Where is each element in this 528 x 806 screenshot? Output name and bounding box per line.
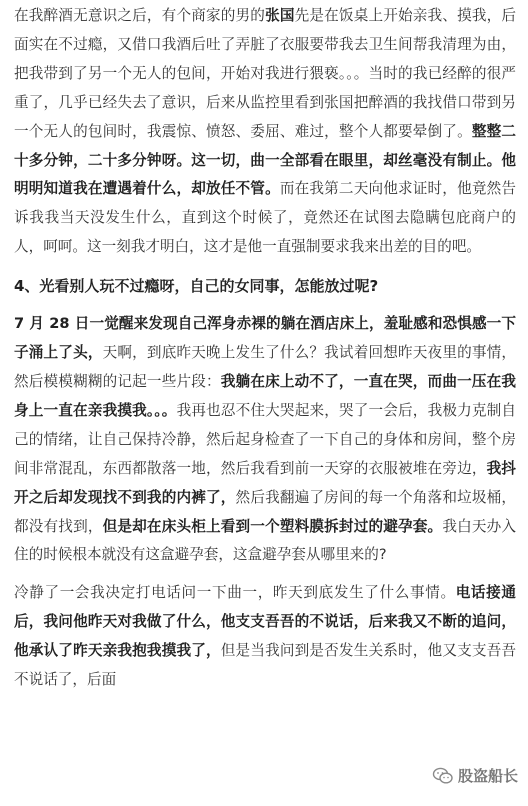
bold-text: 电话接通后，我问他昨天对我做了什么，他支支吾吾的不说话， xyxy=(14,584,516,631)
section-heading: 4、光看别人玩不过瘾呀，自己的女同事，怎能放过呢? xyxy=(14,277,379,296)
paragraph-2 xyxy=(14,310,516,570)
text: 然后我翻遍了房间的每一个角落和垃圾桶，都没有找到， xyxy=(14,488,516,535)
text: 冷静了一会我决定打电话问一下曲一，昨天到底发生了什么事情。 xyxy=(14,584,456,602)
text: 我白天办入住的时候根本就没有这盒避孕套，这盒避孕套从哪里来的? xyxy=(14,517,516,564)
bold-text: 7 月 28 日一觉醒来发现自己浑身赤裸的躺在酒店床上，羞耻感和恐惧感一下子涌上了头， xyxy=(14,315,516,362)
bold-text: 我抖开之后却发现找不到我的内裤了， xyxy=(14,459,516,506)
text: 但是当我问到是否发生关系时，他又支支吾吾不说话了，后面 xyxy=(14,642,516,689)
paragraph-3 xyxy=(14,579,516,695)
text: 我再也忍不住大哭起来，哭了一会后，我极力克制自己的情绪，让自己保持冷静，然后起身检查了一下自己的身体和房间，整个房间非常混乱，东西都散落一地，然后我看到前一天穿的衣服被堆在旁边， xyxy=(14,401,516,477)
text: 先是在饭桌上开始亲我、摸我，后面实在不过瘾，又借口我酒后吐了弄脏了衣服要带我去卫生间帮我清理为由，把我带到了另一个无人的包间，开始对我进行猥亵。。。当时的我已经醉的很严重了，几乎已经失去了意识，后来从监控里看到张国把醉酒的我找借口带到另一个无人的包间时，我震惊、愤怒、委屈、难过，整个人都要晕倒了。 xyxy=(14,7,516,140)
bold-name: 张国 xyxy=(265,7,295,24)
wechat-icon xyxy=(432,766,454,786)
watermark-text: 股盗船长 xyxy=(457,767,518,785)
text: 天啊，到底昨天晚上发生了什么？我试着回想昨天夜里的事情，然后模模糊糊的记起一些片段： xyxy=(14,344,516,390)
bold-text: 但是却在床头柜上看到一个塑料膜拆封过的避孕套。 xyxy=(102,517,443,535)
paragraph-1 xyxy=(14,2,516,262)
text: 而在我第二天向他求证时，他竟然告诉我我当天没发生什么，直到这个时候了，竟然还在试图去隐瞒包庇商户的人，呵呵。这一刻我才明白，这才是他一直强制要求我来出差的目的吧。 xyxy=(14,180,516,256)
text: 在我醉酒无意识之后，有个商家的男的 xyxy=(14,7,266,24)
bold-text: 整整二十多分钟，二十多分钟呀。这一切，曲一全部看在眼里，却丝毫没有制止。他明明知道我在遭遇着什么，却放任不管。 xyxy=(14,122,516,198)
watermark xyxy=(428,763,522,788)
article-body xyxy=(14,2,516,704)
bold-text: 后来我又不断的追问，他承认了昨天亲我抱我摸我了， xyxy=(14,613,516,660)
bold-text: 我躺在床上动不了，一直在哭，而曲一压在我身上一直在亲我摸我。。。 xyxy=(14,372,516,419)
